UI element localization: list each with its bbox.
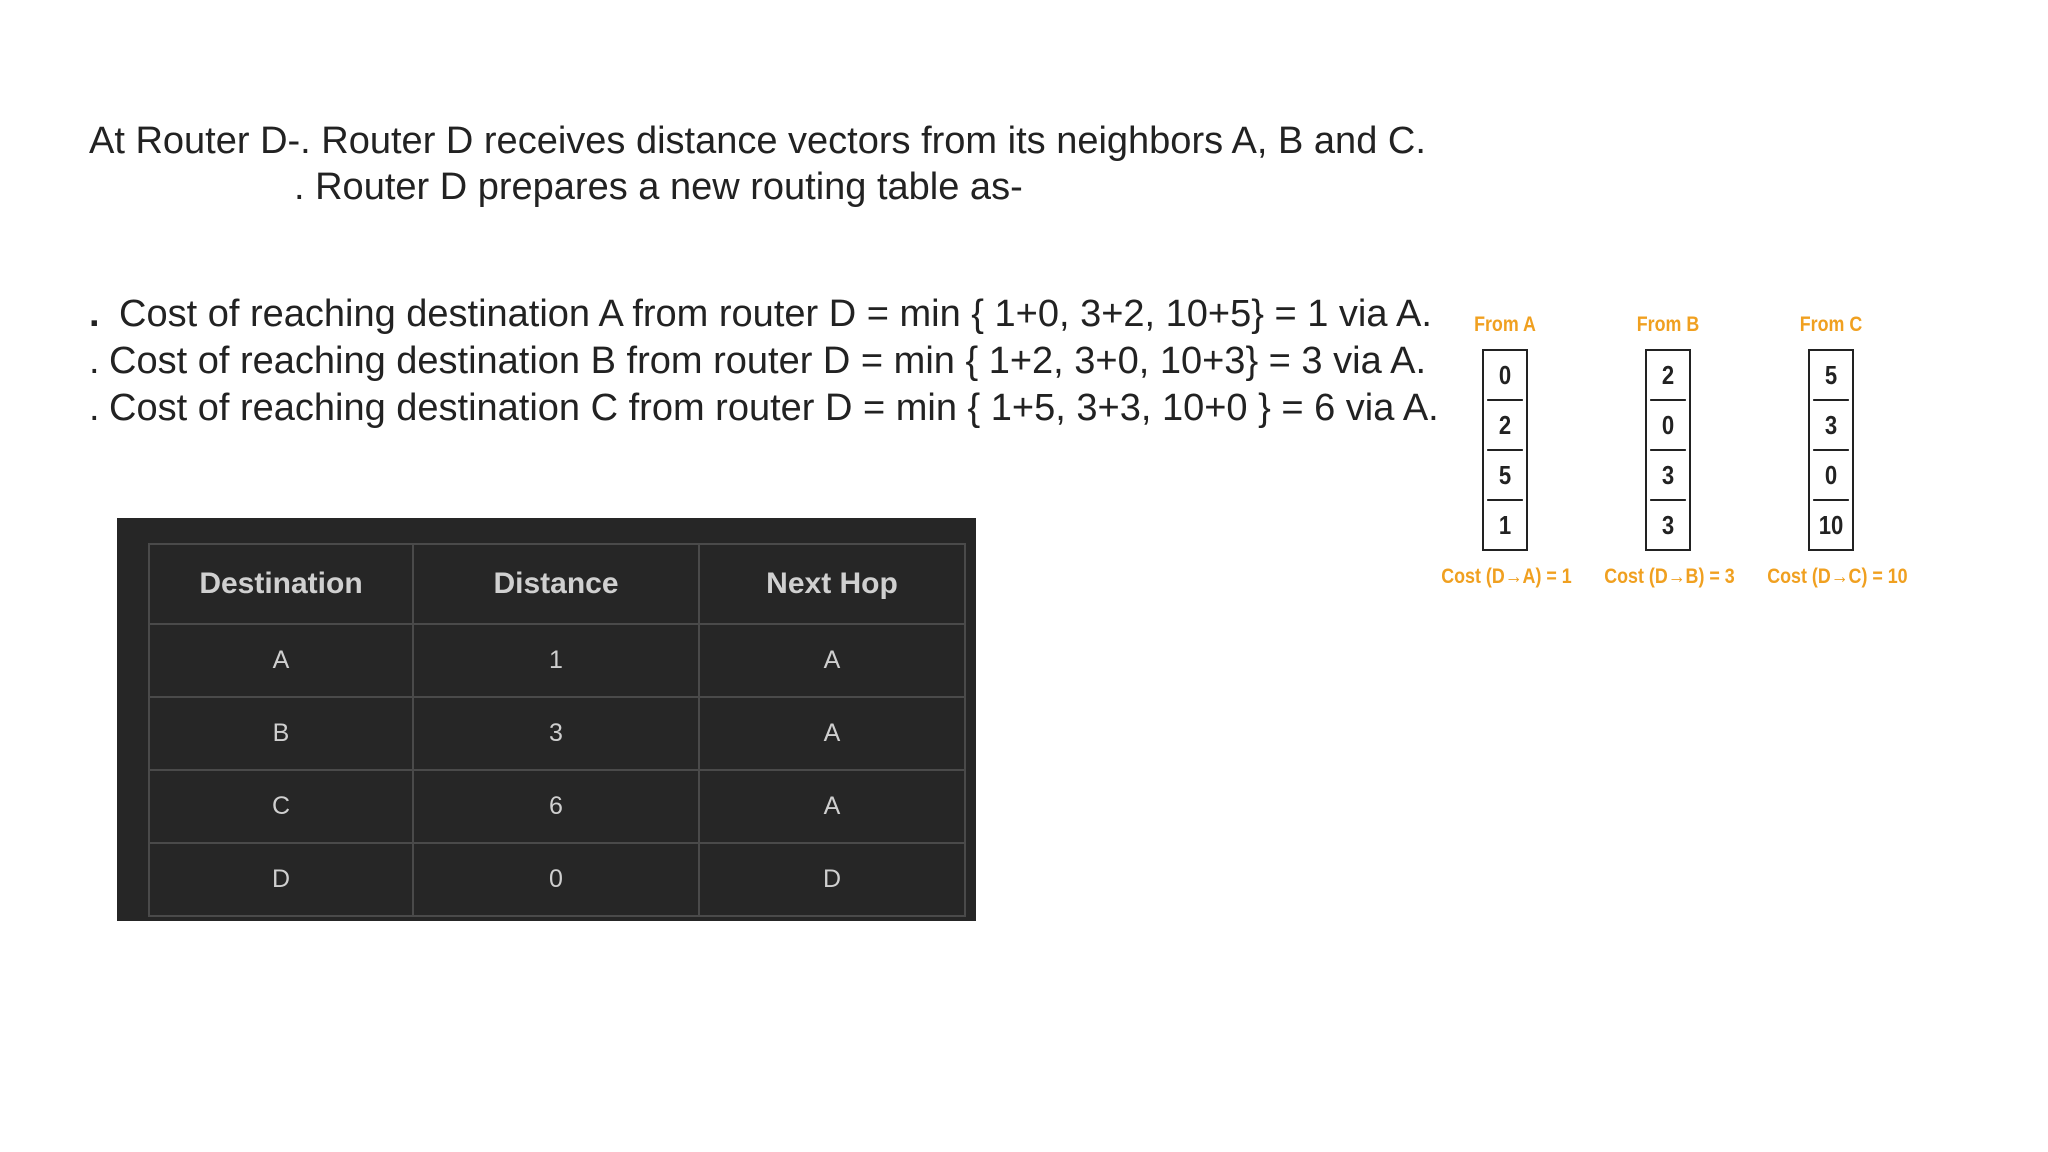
vector-stack [1482,349,1528,551]
vector-cell: 0 [1813,451,1849,501]
cell-destination: B [149,697,413,770]
vector-cell: 2 [1487,401,1523,451]
vector-cell: 5 [1813,351,1849,401]
table-header-row [149,544,965,624]
vector-cell: 0 [1487,351,1523,401]
table-row [149,843,965,916]
vector-cell: 3 [1661,510,1675,540]
routing-table-panel [117,518,976,921]
cost-line-a [89,291,1439,338]
intro-line-1: At Router D-. Router D receives distance vectors from its neighbors A, B and C. [89,120,1426,162]
cell-next-hop: A [699,624,965,697]
cell-distance: 1 [413,624,699,697]
cell-destination: A [149,624,413,697]
cost-text-a: Cost of reaching destination A from router D = min { 1+0, 3+2, 10+5} = 1 via A. [119,293,1432,335]
cell-distance: 0 [413,843,699,916]
vector-cell: 0 [1650,401,1686,451]
cost-line-c [89,385,1439,432]
vector-cell: 3 [1813,401,1849,451]
table-row [149,770,965,843]
vector-cell: 1 [1498,510,1512,540]
vector-cell: 5 [1487,451,1523,501]
vector-stack [1808,349,1854,551]
table-row [149,624,965,697]
header-next-hop: Next Hop [699,544,965,624]
bullet: . [89,387,100,429]
routing-table [148,543,966,917]
vector-title: From A [1474,313,1536,336]
cell-next-hop: A [699,697,965,770]
cost-list [89,291,1439,432]
intro-text [89,118,1426,210]
vector-cost: Cost (D→C) = 10 [1767,565,1908,588]
header-destination: Destination [149,544,413,624]
cell-destination: D [149,843,413,916]
bullet: . [89,293,100,335]
vector-stack [1645,349,1691,551]
vector-cost: Cost (D→A) = 1 [1441,565,1572,588]
vector-title: From B [1636,313,1700,336]
distance-vectors [1430,305,1930,625]
vector-from-a [1430,305,1580,589]
vector-cell: 3 [1650,451,1686,501]
vector-cell: 10 [1818,510,1844,540]
vector-cost: Cost (D→B) = 3 [1604,565,1735,588]
cell-distance: 3 [413,697,699,770]
cost-text-c: Cost of reaching destination C from router D = min { 1+5, 3+3, 10+0 } = 6 via A. [109,387,1439,429]
vector-title: From C [1799,313,1863,336]
bullet: . [89,340,100,382]
vector-from-b [1593,305,1743,589]
cell-next-hop: A [699,770,965,843]
cost-text-b: Cost of reaching destination B from router D = min { 1+2, 3+0, 10+3} = 3 via A. [109,340,1427,382]
cell-destination: C [149,770,413,843]
cell-next-hop: D [699,843,965,916]
vector-cell: 2 [1650,351,1686,401]
header-distance: Distance [413,544,699,624]
cell-distance: 6 [413,770,699,843]
intro-line-2: . Router D prepares a new routing table as- [294,166,1023,208]
cost-line-b [89,338,1439,385]
table-row [149,697,965,770]
vector-from-c [1756,305,1906,589]
